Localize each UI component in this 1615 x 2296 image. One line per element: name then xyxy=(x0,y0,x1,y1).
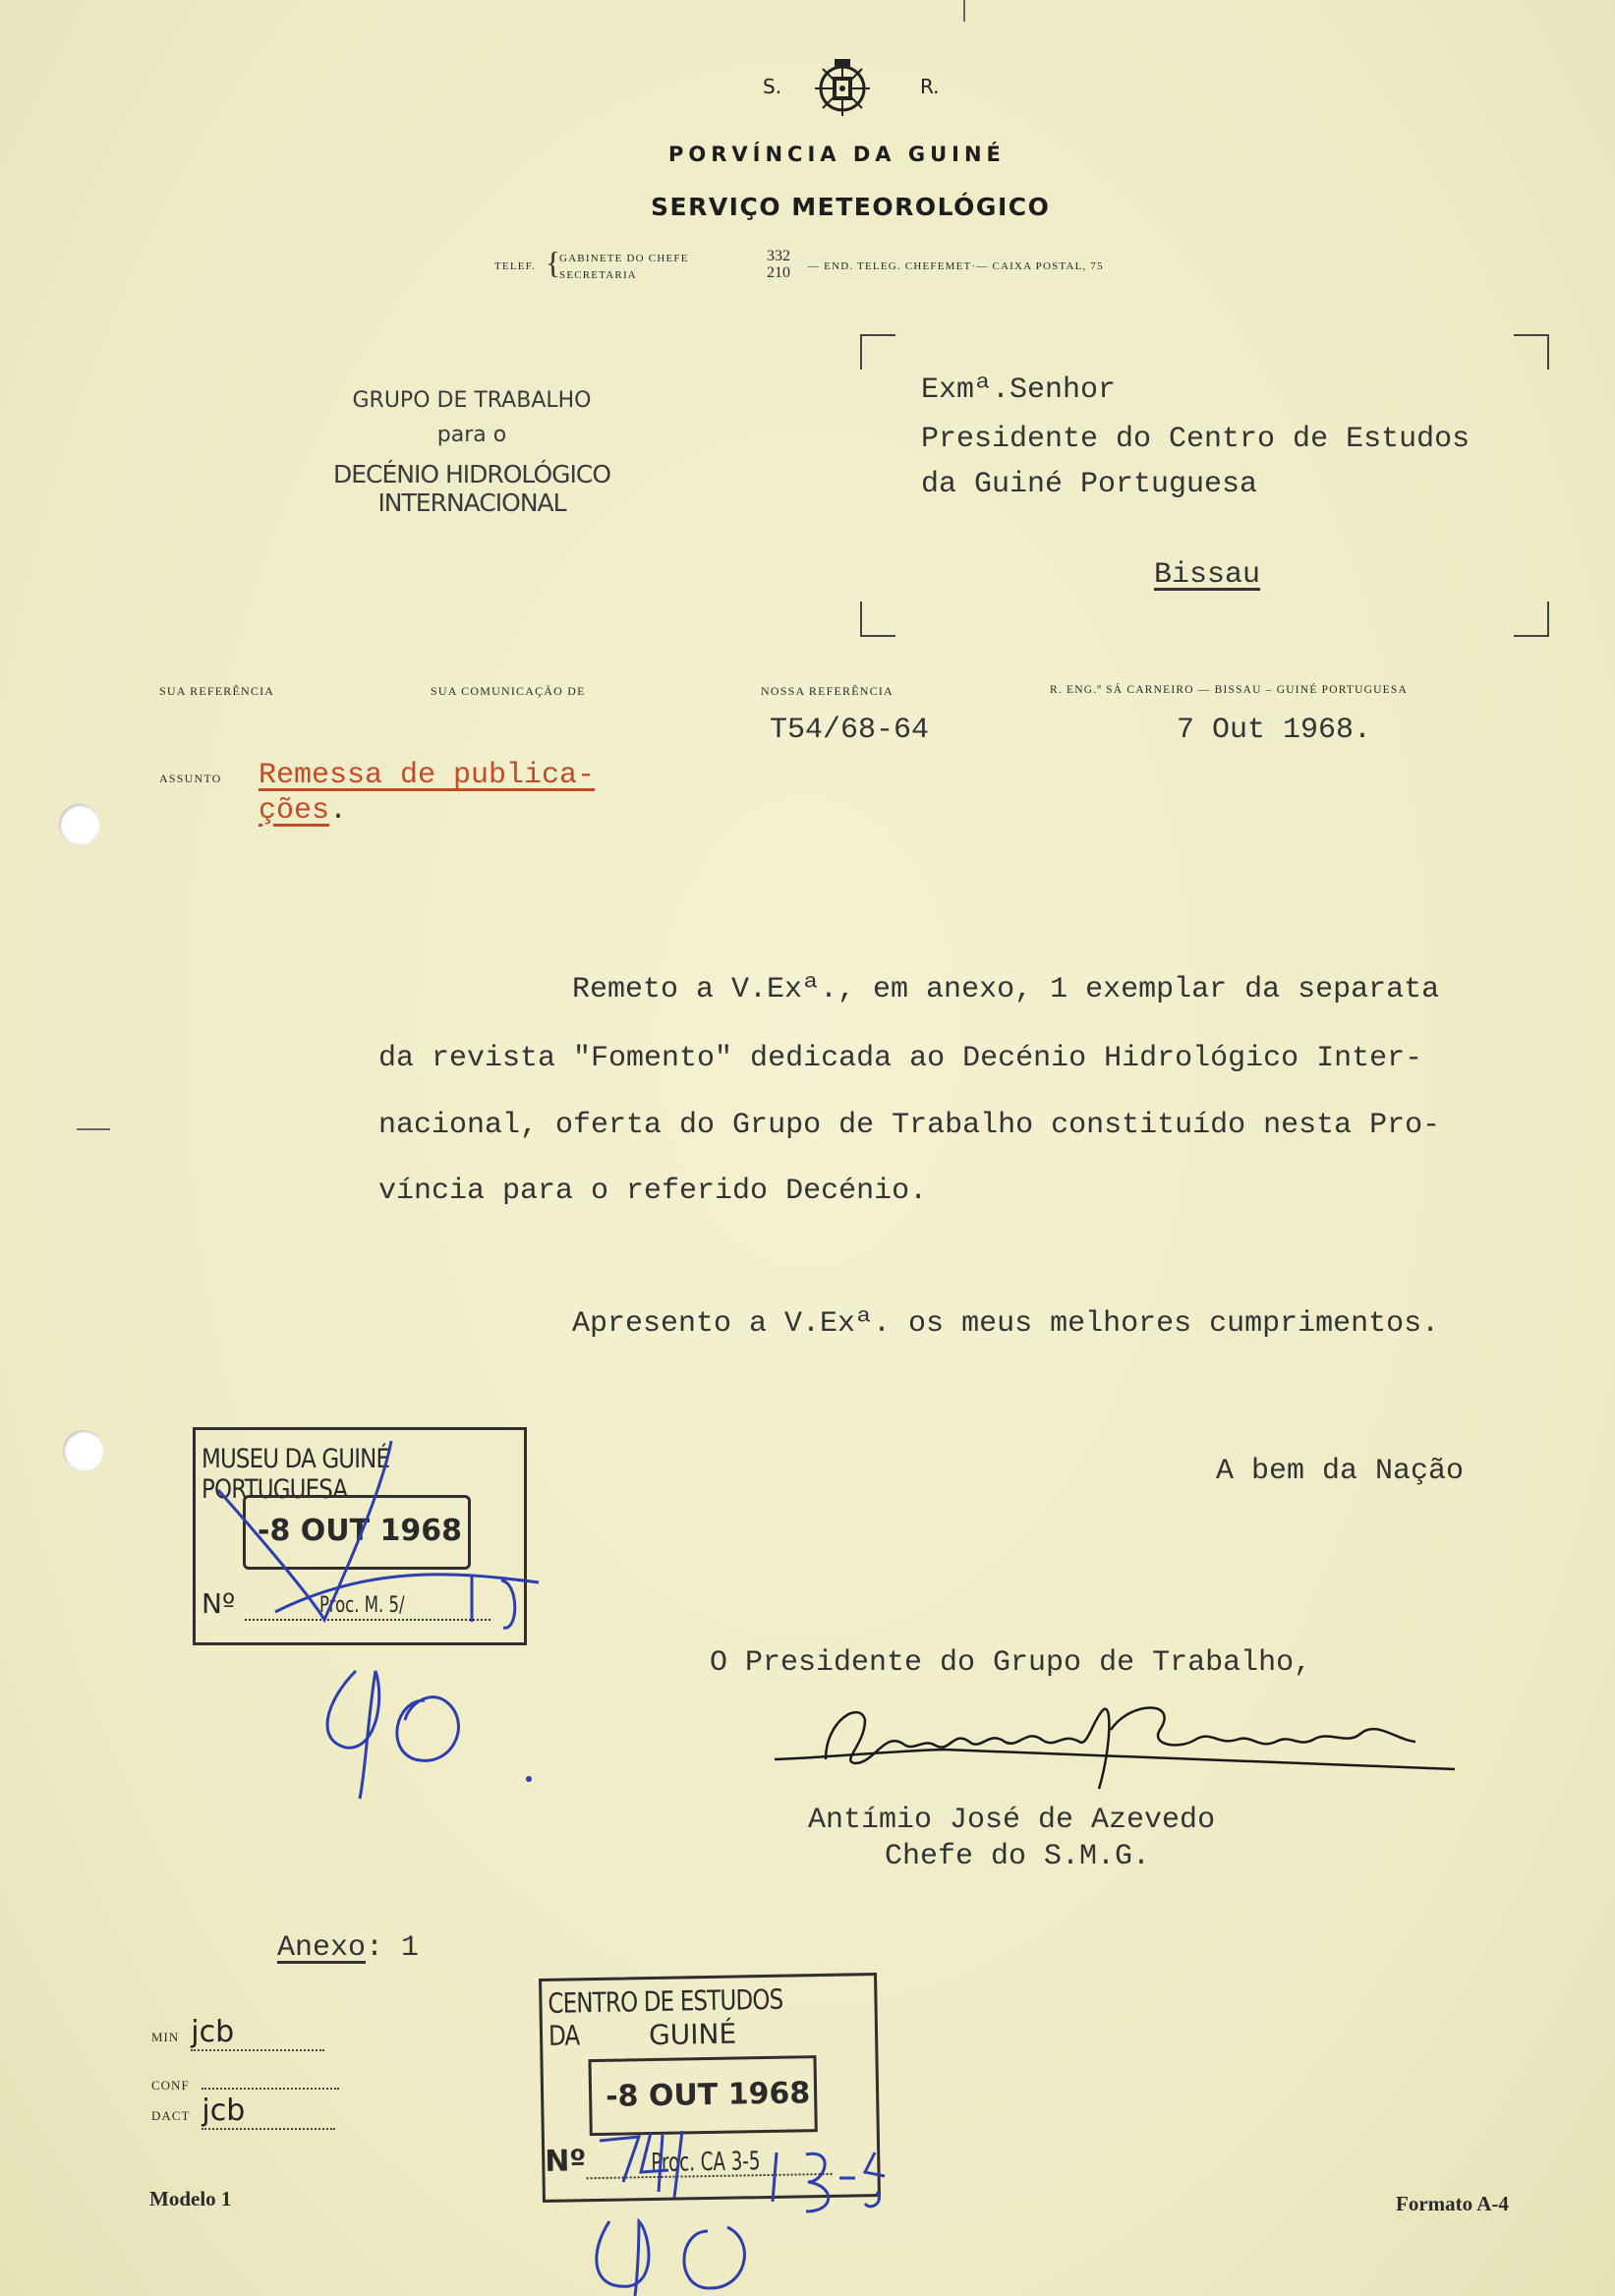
sr-left: S. xyxy=(763,75,782,98)
ink-dot xyxy=(526,1776,532,1782)
fold-mark xyxy=(77,1128,110,1130)
window-corner-br xyxy=(1514,602,1549,637)
footer-format: Formato A-4 xyxy=(1396,2192,1509,2215)
body-line-2: da revista "Fomento" dedicada ao Decénio Hidrológico Inter- xyxy=(378,1042,1423,1075)
museum-stamp-title: MUSEU DA GUINÉ PORTUGUESA xyxy=(202,1444,390,1505)
subject-line-2 xyxy=(259,794,347,828)
tel-number-1: 332 xyxy=(767,248,790,264)
group-line-1: GRUPO DE TRABALHO xyxy=(352,388,592,413)
top-edge-mark xyxy=(963,0,965,22)
body-line-1: Remeto a V.Exª., em anexo, 1 exemplar da separata xyxy=(572,973,1440,1006)
museum-stamp-handwritten-number xyxy=(307,1661,484,1808)
coat-of-arms-icon xyxy=(808,55,877,120)
tel-line2: SECRETARIA xyxy=(559,269,637,281)
group-line-3: DECÉNIO HIDROLÓGICO INTERNACIONAL xyxy=(332,460,611,517)
signature-intro: O Presidente do Grupo de Trabalho, xyxy=(710,1646,1312,1680)
window-corner-tl xyxy=(860,334,895,370)
window-corner-tr xyxy=(1514,334,1549,370)
museum-stamp-blue-tick xyxy=(206,1435,541,1661)
footer-model: Modelo 1 xyxy=(149,2187,232,2210)
sr-right: R. xyxy=(920,75,940,98)
centro-stamp-proc: Proc. CA 3-5 xyxy=(651,2147,761,2179)
museum-stamp-no-label: Nº xyxy=(202,1587,236,1620)
dact-field xyxy=(151,2094,335,2130)
punch-hole-top xyxy=(59,804,100,845)
closing: A bem da Nação xyxy=(1216,1455,1465,1488)
tel-number-2: 210 xyxy=(767,264,790,281)
dact-label: DACT xyxy=(151,2108,191,2123)
conf-field xyxy=(151,2066,339,2095)
nossa-referencia-label: NOSSA REFERÊNCIA xyxy=(761,684,894,698)
sua-comunicacao-label: SUA COMUNICAÇÃO DE xyxy=(431,684,586,698)
body-line-4: víncia para o referido Decénio. xyxy=(378,1175,928,1208)
signer-name: Antímio José de Azevedo xyxy=(808,1804,1216,1837)
tel-label: TELEF. xyxy=(494,260,537,272)
tel-address-line: — END. TELEG. CHEFEMET·— CAIXA POSTAL, 75 xyxy=(808,260,1104,272)
dact-value: jcb xyxy=(202,2094,335,2130)
recipient-city: Bissau xyxy=(1154,558,1261,592)
punch-hole-bottom xyxy=(63,1430,104,1471)
conf-value xyxy=(202,2066,339,2090)
subject-line-1: Remessa de publica- xyxy=(259,759,596,792)
min-label: MIN xyxy=(151,2030,180,2044)
centro-stamp-no-label: Nº xyxy=(544,2144,587,2179)
min-field xyxy=(151,2015,324,2051)
tel-brace: { xyxy=(546,245,561,280)
province-title: PORVÍNCIA DA GUINÉ xyxy=(668,143,1006,166)
annex-label: Anexo xyxy=(277,1931,367,1965)
tel-line1: GABINETE DO CHEFE xyxy=(559,253,689,264)
conf-label: CONF xyxy=(151,2078,190,2093)
window-corner-bl xyxy=(860,602,895,637)
signer-title: Chefe do S.M.G. xyxy=(885,1840,1151,1873)
body-courtesy: Apresento a V.Exª. os meus melhores cumprimentos. xyxy=(572,1307,1440,1341)
recipient-line-3: da Guiné Portuguesa xyxy=(921,468,1258,501)
centro-stamp-date: -8 OUT 1968 xyxy=(605,2076,811,2114)
annex xyxy=(277,1931,419,1965)
subject-line-2-red: ções xyxy=(259,794,330,828)
recipient-salutation: Exmª.Senhor xyxy=(921,373,1117,407)
service-title: SERVIÇO METEOROLÓGICO xyxy=(651,193,1051,221)
group-line-2: para o xyxy=(436,423,507,447)
subject-line-2-tail: . xyxy=(329,794,348,828)
handwritten-signature xyxy=(767,1691,1455,1799)
nossa-referencia-value: T54/68-64 xyxy=(770,714,930,747)
body-line-3: nacional, oferta do Grupo de Trabalho constituído nesta Pro- xyxy=(378,1109,1441,1142)
annex-value: : 1 xyxy=(366,1931,420,1965)
subject-label: ASSUNTO xyxy=(159,772,222,785)
museum-stamp-proc: Proc. M. 5/ xyxy=(319,1593,405,1618)
min-value: jcb xyxy=(191,2015,324,2051)
museum-stamp-date: -8 OUT 1968 xyxy=(258,1514,463,1548)
recipient-line-2: Presidente do Centro de Estudos xyxy=(921,423,1471,456)
date-value: 7 Out 1968. xyxy=(1177,714,1372,747)
centro-stamp-title-1: CENTRO DE ESTUDOS DA xyxy=(548,1982,783,2052)
address-label: R. ENG.º SÁ CARNEIRO — BISSAU – GUINÉ PORTUGUESA xyxy=(1050,684,1408,696)
centro-stamp-title-2: GUINÉ xyxy=(648,2017,737,2052)
sua-referencia-label: SUA REFERÊNCIA xyxy=(159,684,275,698)
centro-stamp-handwritten xyxy=(580,2113,894,2296)
